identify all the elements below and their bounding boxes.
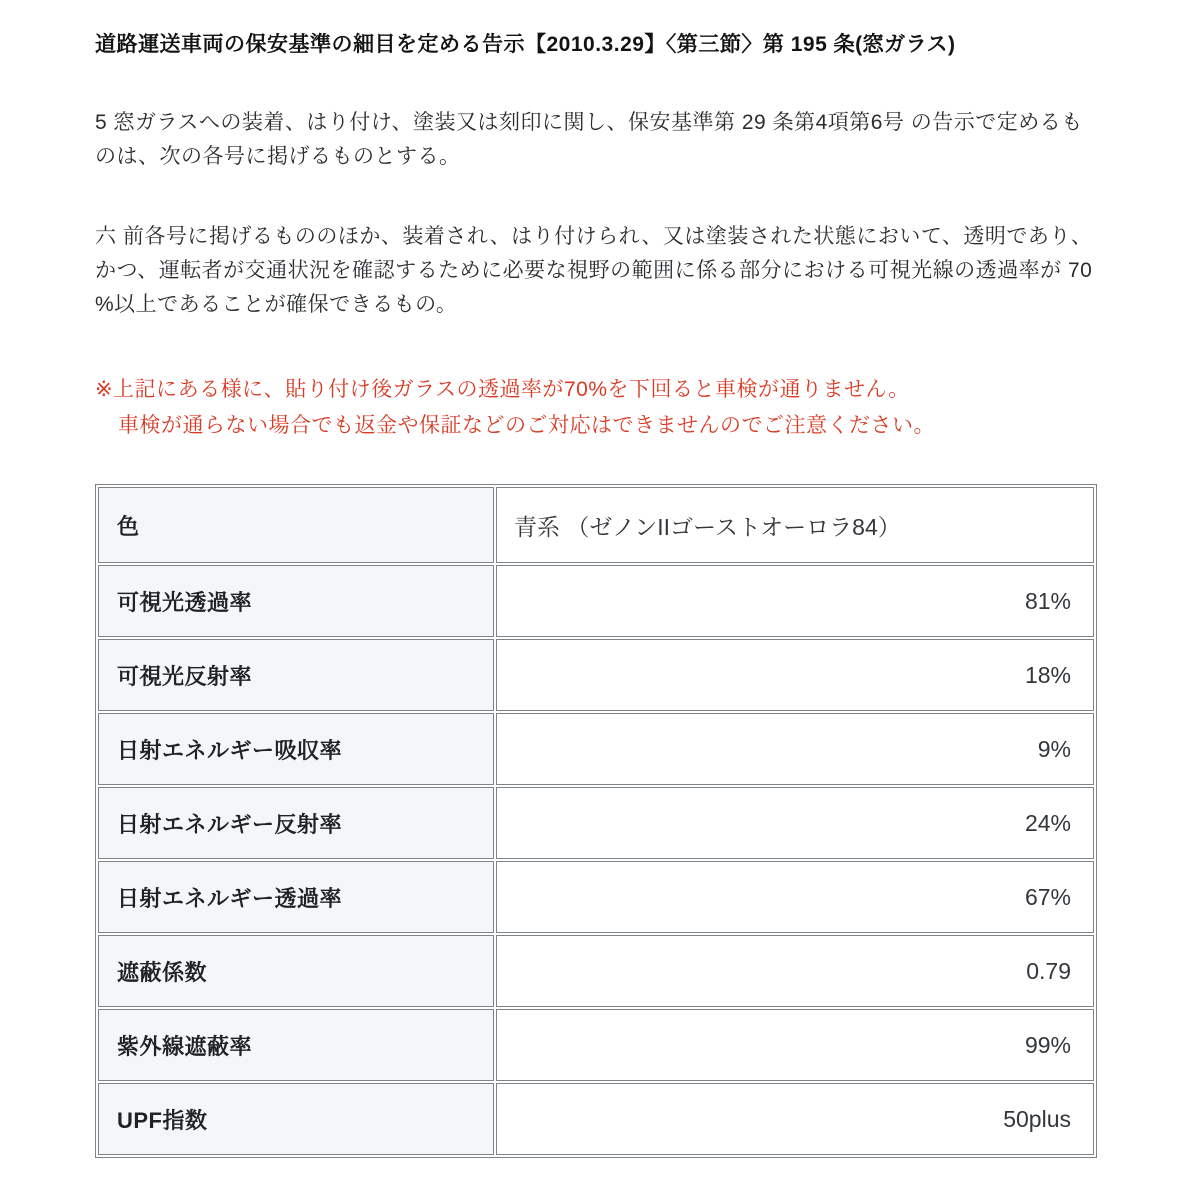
row-label-solar-energy-reflectance: 日射エネルギー反射率 <box>98 787 494 859</box>
warning-line-1: ※上記にある様に、貼り付け後ガラスの透過率が70%を下回ると車検が通りません。 <box>95 378 910 401</box>
table-row-visible-light-reflectance <box>98 639 1094 711</box>
row-label-visible-light-reflectance: 可視光反射率 <box>98 639 494 711</box>
table-row-solar-energy-reflectance <box>98 787 1094 859</box>
page-title: 道路運送車両の保安基準の細目を定める告示【2010.3.29】〈第三節〉第 195 条(窓ガラス) <box>95 33 956 56</box>
row-label-visible-light-transmittance: 可視光透過率 <box>98 565 494 637</box>
table-row-shading-coefficient <box>98 935 1094 1007</box>
row-value-visible-light-transmittance: 81% <box>496 565 1094 637</box>
row-value-uv-blocking-rate: 99% <box>496 1009 1094 1081</box>
table-row-visible-light-transmittance <box>98 565 1094 637</box>
row-value-upf-index: 50plus <box>496 1083 1094 1155</box>
row-label-uv-blocking-rate: 紫外線遮蔽率 <box>98 1009 494 1081</box>
row-label-shading-coefficient: 遮蔽係数 <box>98 935 494 1007</box>
row-value-solar-energy-transmittance: 67% <box>496 861 1094 933</box>
regulation-paragraph-clause-6: 六 前各号に掲げるもののほか、装着され、はり付けられ、又は塗装された状態において、透明であり、かつ、運転者が交通状況を確認するために必要な視野の範囲に係る部分における可視光線の透過率が 70 %以上であることが確保できるもの。 <box>95 225 1093 316</box>
row-value-visible-light-reflectance: 18% <box>496 639 1094 711</box>
row-value-solar-energy-reflectance: 24% <box>496 787 1094 859</box>
table-row-solar-energy-absorption <box>98 713 1094 785</box>
table-row-color <box>98 487 1094 563</box>
spec-table <box>95 484 1097 1158</box>
table-row-upf-index <box>98 1083 1094 1155</box>
row-label-solar-energy-transmittance: 日射エネルギー透過率 <box>98 861 494 933</box>
row-label-solar-energy-absorption: 日射エネルギー吸収率 <box>98 713 494 785</box>
row-label-color: 色 <box>98 487 494 563</box>
table-row-solar-energy-transmittance <box>98 861 1094 933</box>
warning-note <box>95 372 1100 444</box>
row-label-upf-index: UPF指数 <box>98 1083 494 1155</box>
warning-line-2: 車検が通らない場合でも返金や保証などのご対応はできませんのでご注意ください。 <box>118 414 935 437</box>
row-value-shading-coefficient: 0.79 <box>496 935 1094 1007</box>
row-value-solar-energy-absorption: 9% <box>496 713 1094 785</box>
table-row-uv-blocking-rate <box>98 1009 1094 1081</box>
regulation-paragraph-clause-5: 5 窓ガラスへの装着、はり付け、塗装又は刻印に関し、保安基準第 29 条第4項第6号 の告示で定めるものは、次の各号に掲げるものとする。 <box>95 111 1083 168</box>
row-value-color: 青系 （ゼノンIIゴーストオーロラ84） <box>496 487 1094 563</box>
